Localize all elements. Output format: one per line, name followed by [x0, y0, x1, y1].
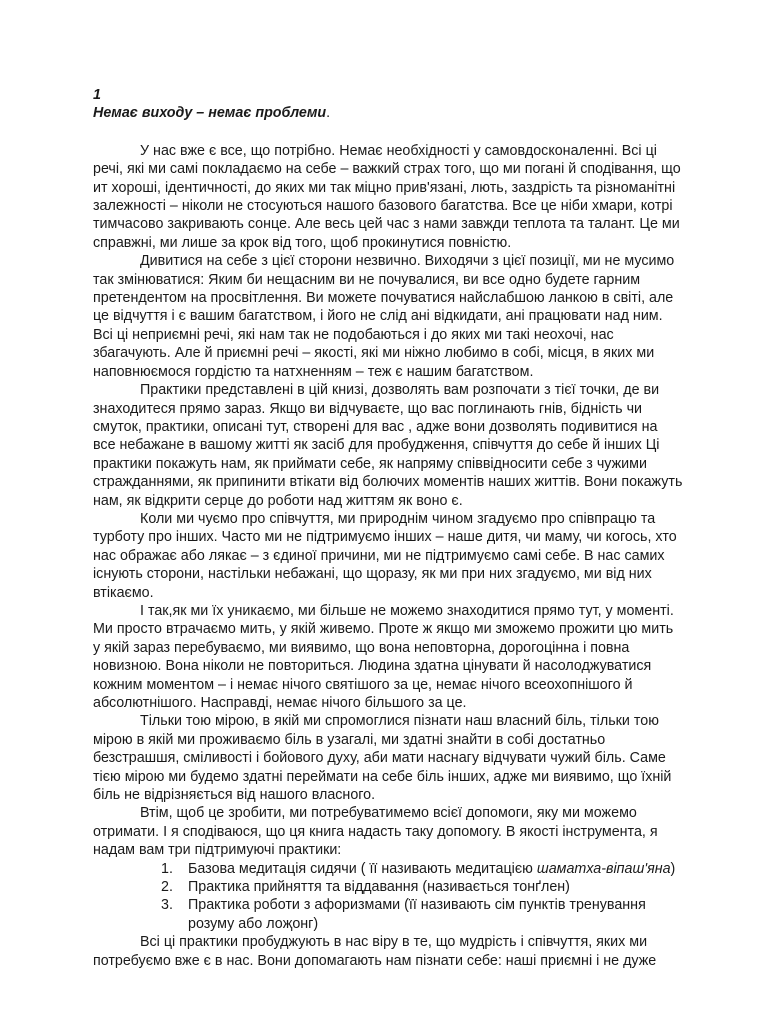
- paragraph-7: Втім, щоб це зробити, ми потребуватимемо всієї допомоги, яку ми можемо отримати. І я сподіваюся, що ця книга надасть таку допомогу. В якості інструмента, я надам вам три підтримуючі практики:: [93, 805, 658, 859]
- practice-text: Практика прийняття та віддавання (називається тонґлен): [188, 879, 570, 896]
- practice-item-1: [93, 860, 683, 878]
- paragraph-3: Практики представлені в цій книзі, дозволять вам розпочати з тієї точки, де ви знаходитеся прямо зараз. Якщо ви відчуваєте, що вас поглинають гнів, бідність чи смуток, практики, описані тут, створені для вас , адже вони дозволять подивитися на все небажане в вашому житті як засіб для пробудження, співчуття до себе й інших Ці практики покажуть нам, як приймати себе, як напряму співвідносити себе з чужими стражданнями, як припинити втікати від болючих моментів наших життів. Вони покажуть нам, як відкрити серце до роботи над життям як воно є.: [93, 382, 683, 509]
- practice-italic-term: шаматха-віпаш'яна: [536, 860, 671, 877]
- chapter-title: [93, 104, 683, 122]
- practice-number: 1.: [161, 860, 173, 877]
- document-page: [93, 86, 683, 970]
- practice-item-2: [93, 878, 683, 896]
- paragraph-2: Дивитися на себе з цієї сторони незвично. Виходячи з цієї позиції, ми не мусимо так змінюватися: Яким би нещасним ви не почувалися, ви все одно будете гарним претендентом на просвітлення. Ви можете почуватися найслабшою ланкою в світі, але це відчуття і є вашим багатством, і його не слід ані відкидати, ані працювати над ним. Всі ці неприємні речі, які нам так не подобаються і до яких ми такі неохочі, нас збагачують. Але й приємні речі – якості, які ми ніжно любимо в собі, місця, в яких ми наповнюємося гордістю та натхненням – теж є нашим багатством.: [93, 253, 675, 380]
- practice-number: 2.: [161, 879, 173, 896]
- practice-number: 3.: [161, 897, 173, 914]
- chapter-number: 1: [93, 87, 101, 103]
- practice-text-end: ): [670, 860, 676, 877]
- practice-item-3: [93, 896, 683, 933]
- chapter-title-text: Немає виходу – немає проблеми: [93, 105, 327, 122]
- practice-text: Практика роботи з афоризмами (її називають сім пунктів тренування розуму або лоҗонг): [188, 897, 646, 932]
- paragraph-4: Коли ми чуємо про співчуття, ми природнім чином згадуємо про співпрацю та турботу про інших. Часто ми не підтримуємо інших – наше дитя, чи маму, чи когось, хто нас ображає або лякає – з єдиної причини, ми не підтримуємо самі себе. В нас самих існують сторони, настільки небажані, що щоразу, як ми при них згадуємо, ми від них втікаємо.: [93, 510, 677, 601]
- closing-paragraph: Всі ці практики пробуджують в нас віру в те, що мудрість і співчуття, яких ми потребуємо вже є в нас. Вони допомагають нам пізнати себе: наші приємні і не дуже: [93, 934, 657, 969]
- paragraph-6: Тільки тою мірою, в якій ми спромоглися пізнати наш власний біль, тільки тою мірою в якій ми проживаємо біль в узагалі, ми здатні знайти в собі достатньо безстрашшя, сміливості і бойового духу, аби мати наснагу відчувати чужий біль. Саме тією мірою ми будемо здатні переймати на себе біль інших, адже ми виявимо, що їхній біль не відрізняється від нашого власного.: [93, 713, 672, 804]
- practices-list: [93, 860, 683, 934]
- practice-text: Базова медитація сидячи ( її називають медитацією: [188, 860, 537, 877]
- paragraph-1: У нас вже є все, що потрібно. Немає необхідності у самовдосконаленні. Всі ці речі, які ми самі покладаємо на себе – важкий страх того, що ми погані й сподівання, що ит хороші, ідентичності, до яких ми так міцно прив'язані, лють, заздрість та різноманітні залежності – ніколи не стосуються нашого базового багатства. Все це ніби хмари, котрі тимчасово закривають сонце. Але весь цей час з нами завжди теплота та талант. Це ми справжні, ми лише за крок від того, щоб прокинутися повністю.: [93, 142, 681, 251]
- chapter-title-period: .: [326, 105, 331, 122]
- paragraph-5: І так,як ми їх уникаємо, ми більше не можемо знаходитися прямо тут, у моменті. Ми просто втрачаємо мить, у якій живемо. Проте ж якщо ми зможемо прожити цю мить у якій зараз перебуваємо, ми виявимо, що вона неповторна, дорогоцінна і повна новизною. Вона ніколи не повториться. Людина здатна цінувати й насолоджуватися кожним моментом – і немає нічого святішого за це, немає нічого всеохопнішого й абсолютнішого. Насправді, немає нічого більшого за це.: [93, 602, 674, 711]
